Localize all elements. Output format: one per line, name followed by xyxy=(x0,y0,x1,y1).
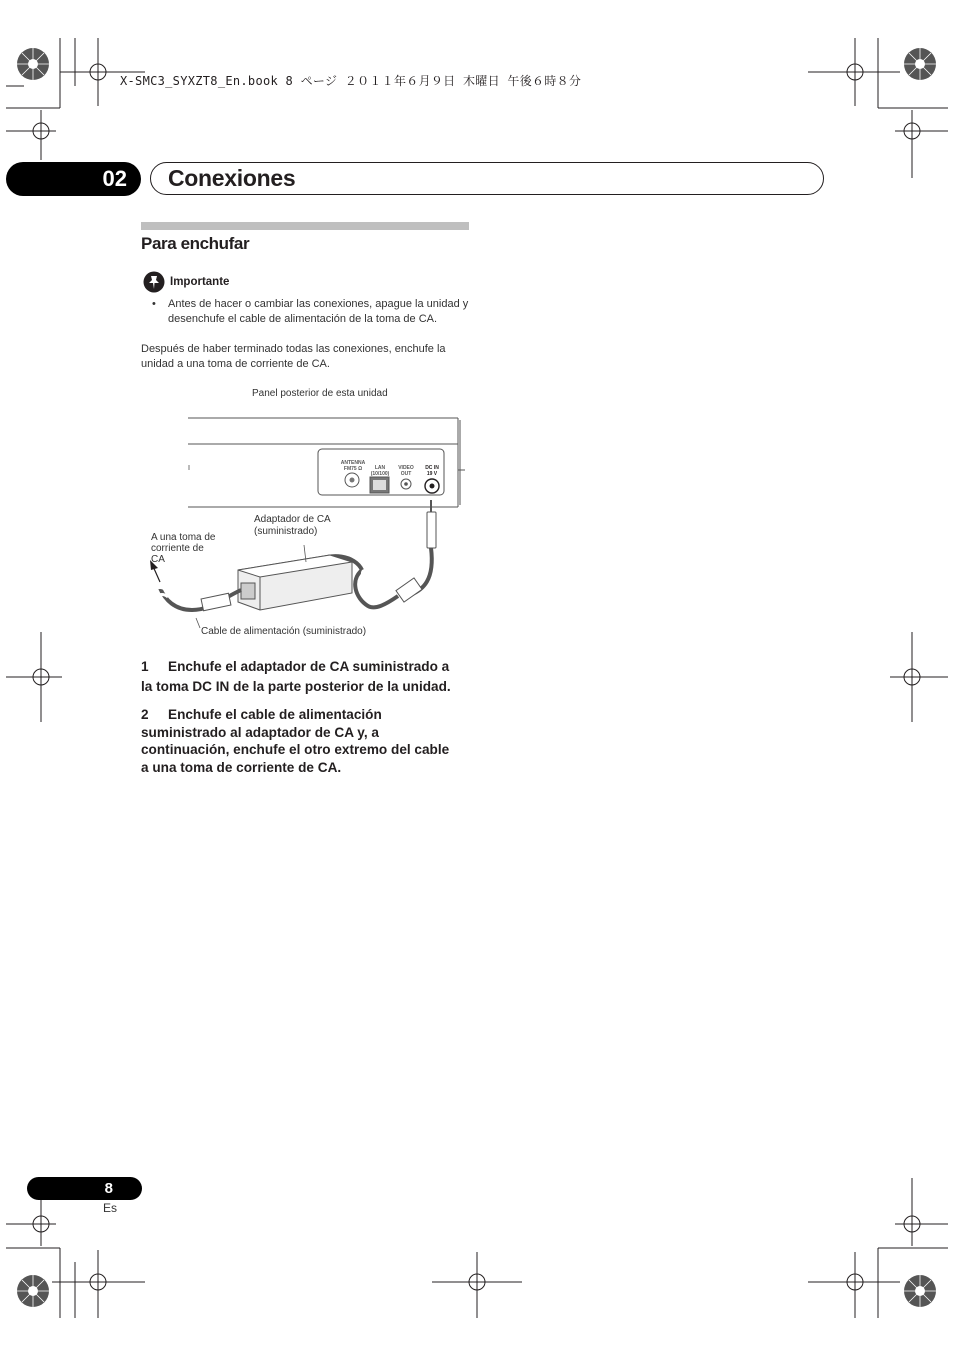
page-number: 8 xyxy=(27,1177,142,1200)
port-label-antenna: ANTENNA FM75 Ω xyxy=(340,460,366,472)
step-2-line4: a una toma de corriente de CA. xyxy=(141,759,342,775)
step-1-line2: la toma DC IN de la parte posterior de la unidad. xyxy=(141,678,451,694)
language-code: Es xyxy=(103,1201,118,1215)
power-cable-caption: Cable de alimentación (suministrado) xyxy=(201,626,367,637)
section-title: Para enchufar xyxy=(141,234,250,253)
step-1-line1: Enchufe el adaptador de CA suministrado a xyxy=(168,659,450,674)
step-2-number: 2 xyxy=(141,707,149,722)
important-bullet-text: Antes de hacer o cambiar las conexiones, apague la unidad y desenchufe el cable de alimentación de la toma de CA. xyxy=(168,298,469,325)
adapter-caption-line2: (suministrado) xyxy=(254,526,318,537)
step-2 xyxy=(141,706,481,776)
important-label: Importante xyxy=(170,276,230,288)
step-2-line1: Enchufe el cable de alimentación xyxy=(168,707,382,722)
step-2-line2: suministrado al adaptador de CA y, a xyxy=(141,724,379,740)
step-2-line3: continuación, enchufe el otro extremo del cable xyxy=(141,742,450,757)
rear-panel-caption: Panel posterior de esta unidad xyxy=(252,388,388,399)
intro-paragraph: Después de haber terminado todas las conexiones, enchufe la unidad a una toma de corriente de CA. xyxy=(141,343,446,370)
bullet-marker: • xyxy=(152,298,156,310)
section-rule xyxy=(141,222,469,230)
outlet-caption-line3: CA xyxy=(151,554,165,565)
print-header: X-SMC3_SYXZT8_En.book 8 ページ ２０１１年６月９日 木曜日 午後６時８分 xyxy=(120,74,582,88)
adapter-caption-line1: Adaptador de CA xyxy=(254,514,331,525)
step-1-number: 1 xyxy=(141,659,149,674)
outlet-caption-line2: corriente de xyxy=(151,543,204,554)
port-label-video-out: VIDEO OUT xyxy=(398,465,414,477)
port-label-dc-in: DC IN 19 V xyxy=(425,465,439,477)
chapter-number-badge: 02 xyxy=(6,162,141,196)
chapter-title: Conexiones xyxy=(168,165,296,191)
outlet-caption-line1: A una toma de xyxy=(151,532,216,543)
step-1 xyxy=(141,658,481,695)
important-icon xyxy=(143,271,165,293)
port-label-lan: LAN (10/100) xyxy=(370,465,390,477)
